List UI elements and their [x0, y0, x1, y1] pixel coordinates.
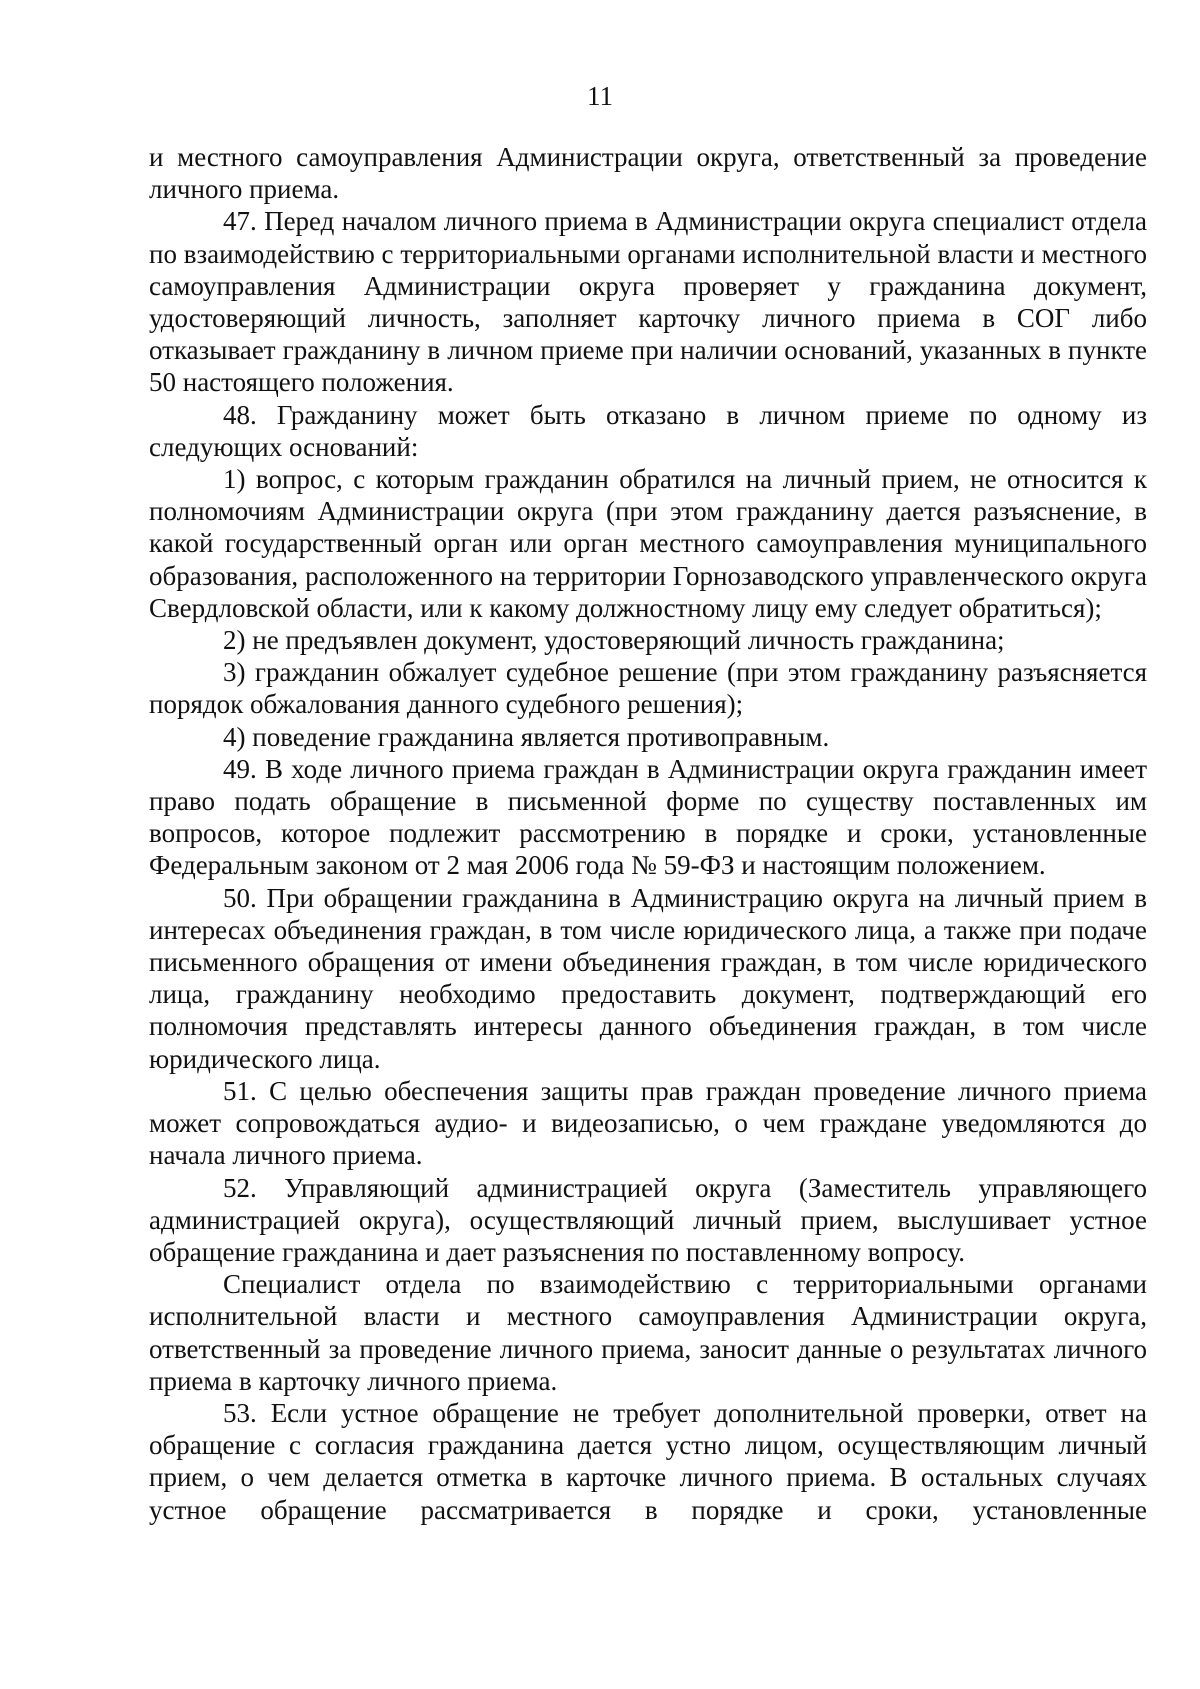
- paragraph-50: 50. При обращении гражданина в Администрацию округа на личный прием в интересах объединения граждан, в том числе юридического лица, а также при подаче письменного обращения от имени объединения граждан, в том числе юридического лица, гражданину необходимо предоставить документ, подтверждающий его полномочия представлять интересы данного объединения граждан, в том числе юридического лица.: [149, 882, 1147, 1074]
- document-body: [149, 141, 1147, 1526]
- paragraph-52: 52. Управляющий администрацией округа (Заместитель управляющего администрацией округа), осуществляющий личный прием, выслушивает устное обращение гражданина и дает разъяснения по поставленному вопросу.: [149, 1172, 1147, 1267]
- paragraph-continuation: и местного самоуправления Администрации округа, ответственный за проведение личного приема.: [149, 142, 1147, 205]
- paragraph-52-specialist: Специалист отдела по взаимодействию с территориальными органами исполнительной власти и местного самоуправления Администрации округа, ответственный за проведение личного приема, заносит данные о результатах личного приема в карточку личного приема.: [149, 1269, 1147, 1396]
- paragraph-53: 53. Если устное обращение не требует дополнительной проверки, ответ на обращение с согласия гражданина дается устно лицом, осуществляющим личный прием, о чем делается отметка в карточке личного приема. В остальных случаях устное обращение рассматривается в порядке и сроки, установленные: [149, 1397, 1147, 1525]
- paragraph-48: 48. Гражданину может быть отказано в личном приеме по одному из следующих оснований:: [149, 399, 1147, 462]
- paragraph-48-item-2: 2) не предъявлен документ, удостоверяющий личность гражданина;: [223, 625, 1005, 656]
- paragraph-48-item-3: 3) гражданин обжалует судебное решение (при этом гражданину разъясняется порядок обжалования данного судебного решения);: [149, 657, 1147, 720]
- paragraph-47: 47. Перед началом личного приема в Администрации округа специалист отдела по взаимодействию с территориальными органами исполнительной власти и местного самоуправления Администрации округа проверяет у гражданина документ, удостоверяющий личность, заполняет карточку личного приема в СОГ либо отказывает гражданину в личном приеме при наличии оснований, указанных в пункте 50 настоящего положения.: [149, 206, 1147, 398]
- paragraph-51: 51. С целью обеспечения защиты прав граждан проведение личного приема может сопровождаться аудио- и видеозаписью, о чем граждане уведомляются до начала личного приема.: [149, 1075, 1147, 1171]
- paragraph-49: 49. В ходе личного приема граждан в Администрации округа гражданин имеет право подать обращение в письменной форме по существу поставленных им вопросов, которое подлежит рассмотрению в порядке и сроки, установленные Федеральным законом от 2 мая 2006 года № 59-ФЗ и настоящим положением.: [149, 753, 1147, 881]
- paragraph-48-item-1: 1) вопрос, с которым гражданин обратился на личный прием, не относится к полномочиям Администрации округа (при этом гражданину дается разъяснение, в какой государственный орган или орган местного самоуправления муниципального образования, расположенного на территории Горнозаводского управленческого округа Свердловской области, или к какому должностному лицу ему следует обратиться);: [149, 464, 1147, 623]
- page-number: 11: [587, 81, 613, 111]
- paragraph-48-item-4: 4) поведение гражданина является противоправным.: [223, 721, 830, 752]
